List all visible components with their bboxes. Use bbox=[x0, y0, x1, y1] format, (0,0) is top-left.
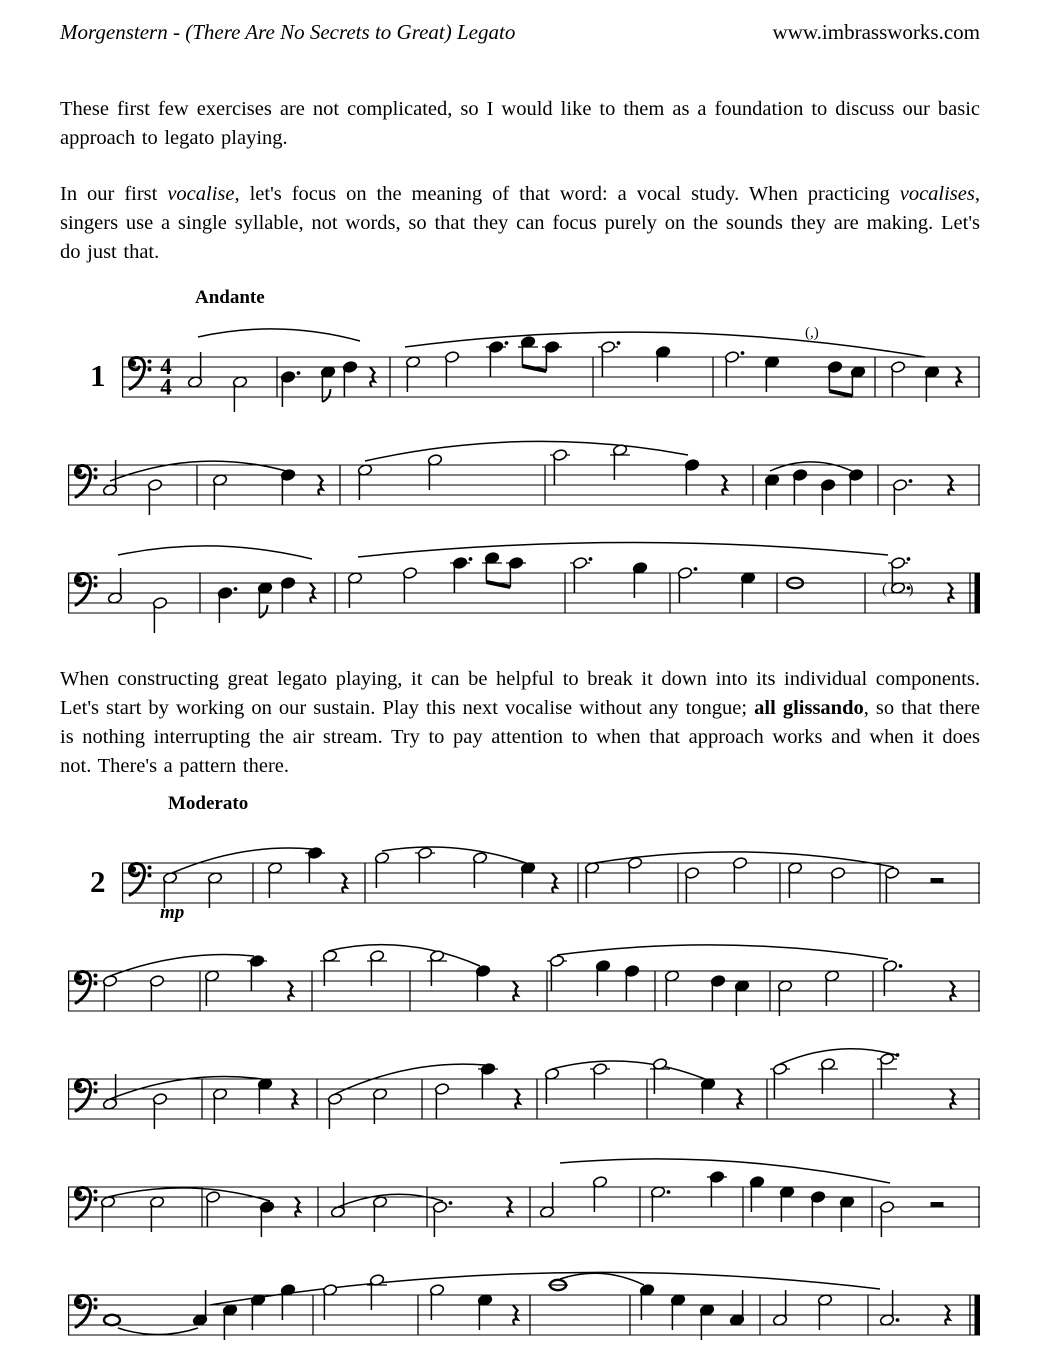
notation-system bbox=[60, 1249, 980, 1346]
dynamic-marking: mp bbox=[160, 902, 185, 923]
notation-system bbox=[60, 817, 980, 925]
paragraph-glissando: When constructing great legato playing, it can be helpful to break it down into its individual components. Let's start by working on our sustain. Play this next vocalise without any tongue; all glissando, so that there is nothing interrupting the air stream. Try to pay attention to when that approach works and when it does not. There's a pattern there. bbox=[60, 668, 980, 777]
bass-clef-icon bbox=[76, 972, 98, 1004]
exercise-2 bbox=[60, 793, 980, 1346]
notation-system bbox=[60, 311, 980, 419]
page-header bbox=[60, 20, 980, 45]
tempo-marking-moderato: Moderato bbox=[168, 793, 249, 814]
bass-clef-icon bbox=[76, 574, 98, 606]
bass-clef-icon bbox=[130, 864, 152, 896]
paragraph-intro: These first few exercises are not complicated, so I would like to them as a foundation to discuss our basic approach to legato playing. bbox=[60, 98, 980, 149]
time-signature: 4 bbox=[160, 354, 172, 379]
exercise-1-notation bbox=[60, 311, 980, 635]
exercise-1 bbox=[60, 287, 980, 635]
exercise-number: 1 bbox=[90, 358, 106, 393]
time-signature: 4 bbox=[160, 374, 172, 400]
tempo-marking-andante: Andante bbox=[195, 287, 265, 308]
paragraph-vocalise: In our first vocalise, let's focus on the meaning of that word: a vocal study. When practicing vocalises, singers use a single syllable, not words, so that they can focus purely on the sounds they are making. Let's do just that. bbox=[60, 183, 980, 263]
svg-text:): ) bbox=[908, 581, 914, 598]
notation-system bbox=[60, 925, 980, 1033]
exercise-number: 2 bbox=[90, 864, 106, 899]
document-title: Morgenstern - (There Are No Secrets to Great) Legato bbox=[60, 20, 516, 44]
bass-clef-icon bbox=[76, 466, 98, 498]
bass-clef-icon bbox=[76, 1188, 98, 1220]
svg-text:(: ( bbox=[882, 581, 887, 598]
website-link: www.imbrassworks.com bbox=[772, 20, 980, 44]
exercise-2-notation bbox=[60, 817, 980, 1346]
bass-clef-icon bbox=[76, 1296, 98, 1328]
bass-clef-icon bbox=[76, 1080, 98, 1112]
notation-system bbox=[60, 1141, 980, 1249]
bass-clef-icon bbox=[130, 358, 152, 390]
notation-system bbox=[60, 527, 980, 635]
notation-system bbox=[60, 1033, 980, 1141]
notation-system bbox=[60, 419, 980, 527]
breath-mark: (,) bbox=[805, 325, 819, 341]
